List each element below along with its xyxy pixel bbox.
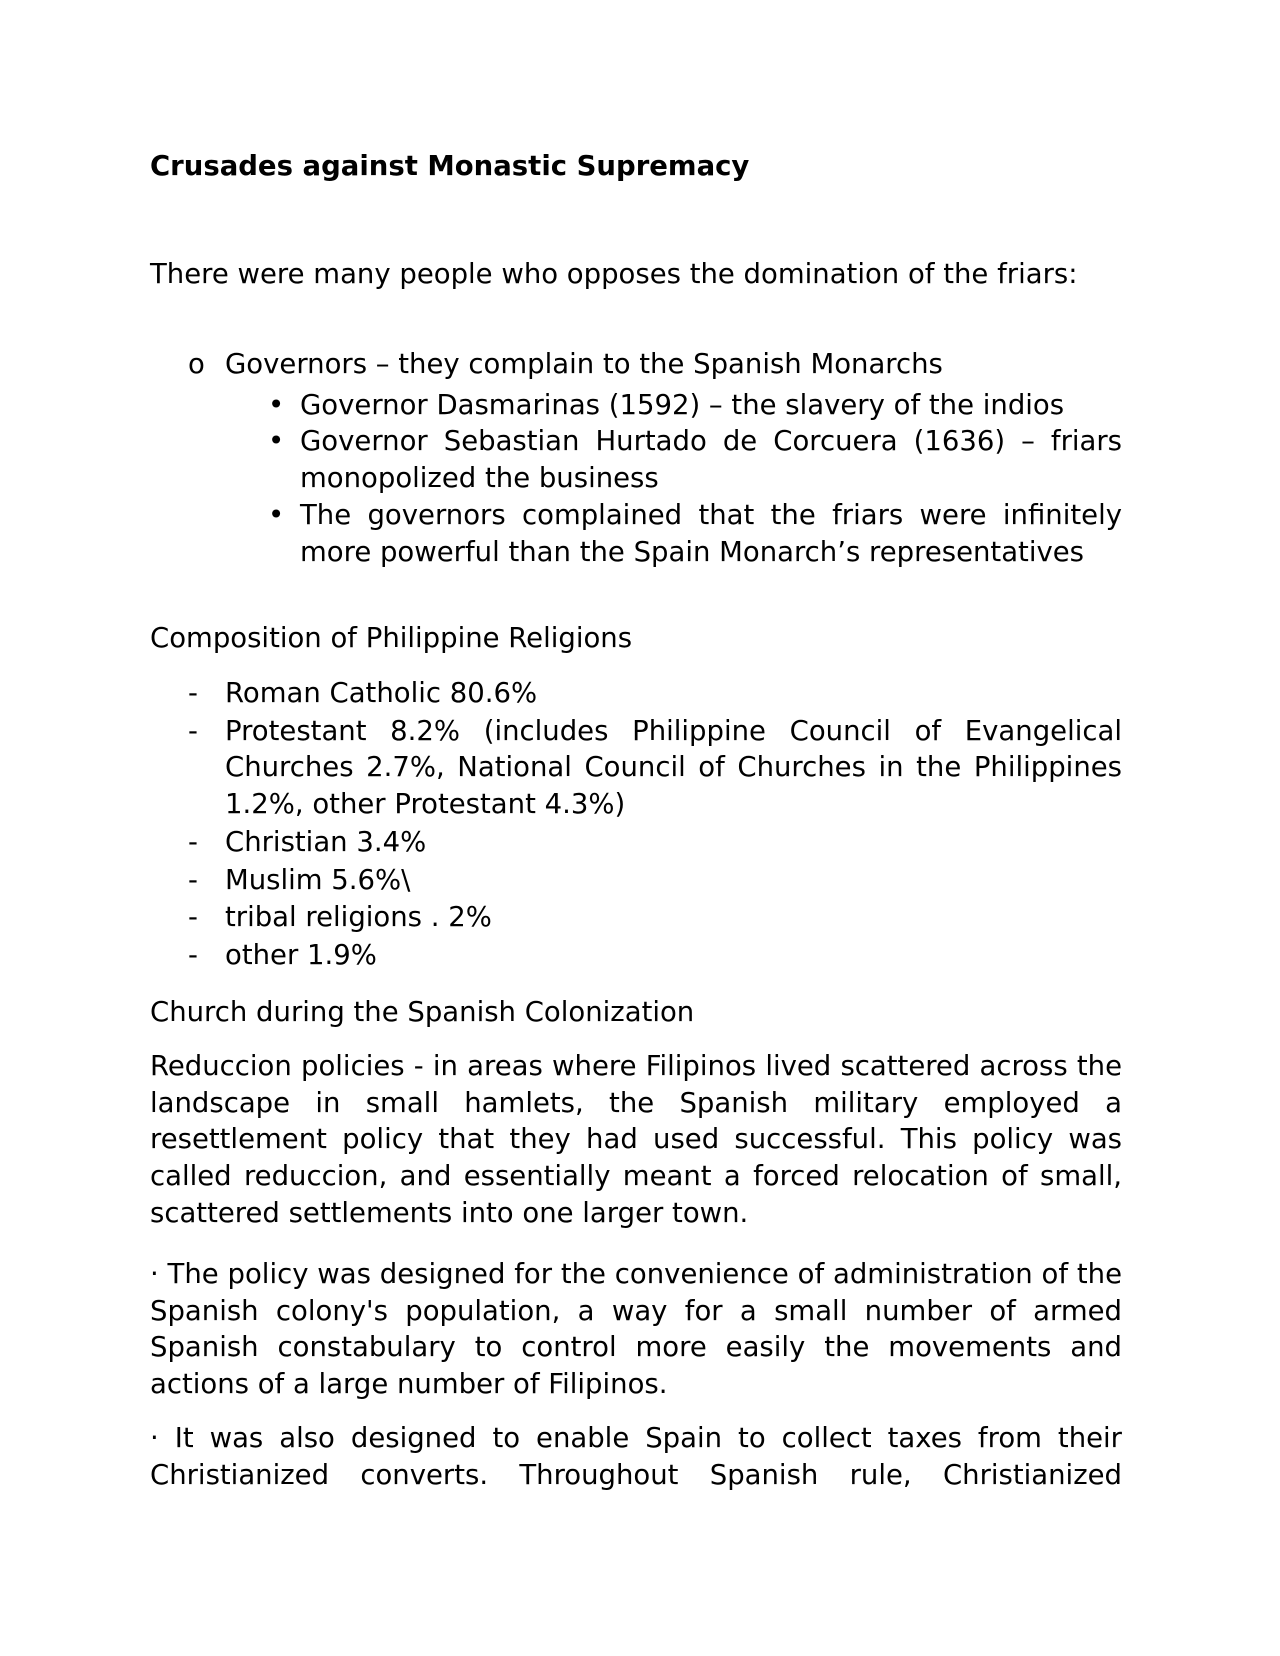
governors-sublist xyxy=(150,387,1122,571)
dash-bullet-icon: - xyxy=(188,677,198,709)
list-item xyxy=(150,713,1122,823)
policy-paragraph-1: · The policy was designed for the convenience of administration of the Spanish colony's population, a way for a small number of armed Spanish constabulary to control more easily the movements and actions of a large number of Filipinos. xyxy=(150,1258,1122,1401)
list-item-text: The governors complained that the friars were infinitely more powerful than the Spain Monarch’s representatives xyxy=(300,498,1122,568)
list-item xyxy=(150,937,1122,974)
reduccion-paragraph: Reduccion policies - in areas where Filipinos lived scattered across the landscape in small hamlets, the Spanish military employed a resettlement policy that they had used successful. This policy was called reduccion, and essentially meant a forced relocation of small, scattered settlements into one larger town. xyxy=(150,1050,1122,1229)
intro-paragraph: There were many people who opposes the domination of the friars: xyxy=(150,258,1078,290)
list-item-text: Protestant 8.2% (includes Philippine Council of Evangelical Churches 2.7%, National Council of Churches in the Philippines 1.2%, other Protestant 4.3%) xyxy=(225,714,1122,821)
policy-paragraph-2: · It was also designed to enable Spain to collect taxes from their Christianized converts. Throughout Spanish rule, Christianized xyxy=(150,1422,1122,1491)
list-item xyxy=(150,497,1122,570)
governors-label: Governors – they complain to the Spanish Monarchs xyxy=(225,348,943,380)
list-item xyxy=(150,675,1122,712)
circle-bullet-icon: o xyxy=(188,348,205,380)
governors-item xyxy=(150,346,1122,383)
dash-bullet-icon: - xyxy=(188,825,198,858)
list-item-text: Christian 3.4% xyxy=(225,825,427,858)
bullet-icon: • xyxy=(268,498,285,531)
list-item-text: Governor Dasmarinas (1592) – the slavery of the indios xyxy=(300,388,1065,421)
church-heading: Church during the Spanish Colonization xyxy=(150,996,695,1028)
bullet-icon: • xyxy=(268,425,285,458)
list-item xyxy=(150,423,1122,496)
dash-bullet-icon: - xyxy=(188,714,198,747)
list-item xyxy=(150,899,1122,936)
list-item-text: other 1.9% xyxy=(225,938,377,971)
list-item-text: Muslim 5.6%\ xyxy=(225,863,411,896)
composition-heading: Composition of Philippine Religions xyxy=(150,622,633,654)
dash-bullet-icon: - xyxy=(188,938,198,971)
dash-bullet-icon: - xyxy=(188,863,198,896)
governors-list xyxy=(150,346,1122,570)
bullet-icon: • xyxy=(268,388,285,421)
list-item xyxy=(150,862,1122,899)
list-item-text: Governor Sebastian Hurtado de Corcuera (1636) – friars monopolized the business xyxy=(300,425,1122,495)
list-item-text: Roman Catholic 80.6% xyxy=(225,677,538,709)
list-item xyxy=(150,824,1122,861)
composition-list xyxy=(150,675,1122,975)
document-title: Crusades against Monastic Supremacy xyxy=(150,150,750,182)
dash-bullet-icon: - xyxy=(188,901,198,934)
list-item xyxy=(150,387,1122,424)
list-item-text: tribal religions . 2% xyxy=(225,901,492,934)
